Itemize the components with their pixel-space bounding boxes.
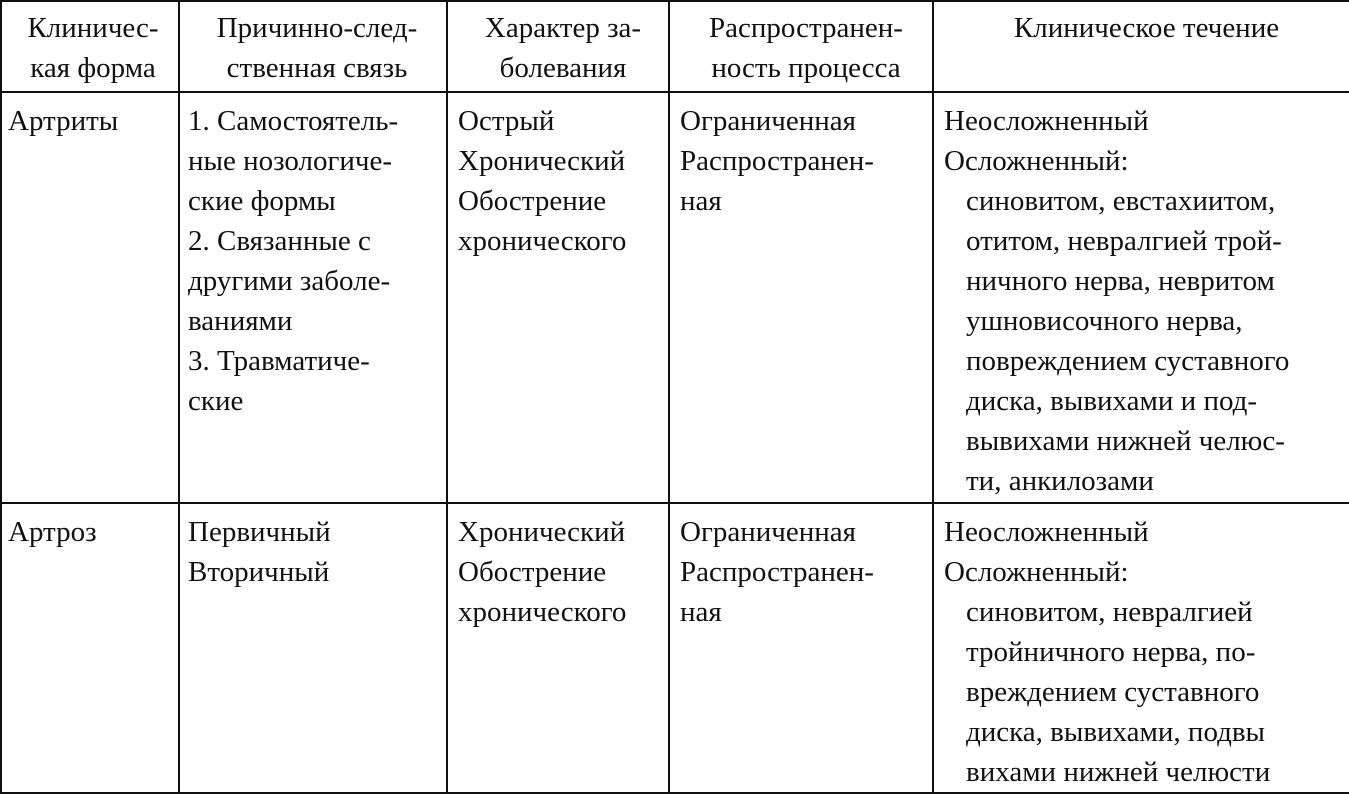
header-process-spread: [669, 1, 933, 92]
cause-line: ские формы: [188, 185, 336, 217]
course-line: Осложненный:: [944, 145, 1129, 177]
course-detail-line: синовитом, евстахиитом,: [966, 185, 1276, 217]
cause-line: Вторичный: [188, 556, 330, 588]
course-detail-line: отитом, невралгией трой-: [966, 225, 1282, 257]
header-line: Клиничес-: [27, 12, 159, 44]
header-line: болевания: [499, 52, 627, 84]
cell-process-spread: [669, 92, 933, 503]
cell-disease-character: [447, 503, 669, 793]
cause-line: 1. Самостоятель-: [188, 105, 399, 137]
spread-line: Ограниченная: [680, 105, 856, 137]
header-clinical-form: [1, 1, 179, 92]
header-line: ственная связь: [226, 52, 408, 84]
table-row-arthrosis: [1, 503, 1349, 793]
header-line: Клиническое течение: [1013, 12, 1280, 44]
spread-line: Распространен-: [680, 145, 874, 177]
cause-line: другими заболе-: [188, 265, 391, 297]
header-row: [1, 1, 1349, 92]
spread-line: Ограниченная: [680, 516, 856, 548]
cause-line: ные нозологиче-: [188, 145, 393, 177]
cause-line: ские: [188, 385, 244, 417]
character-line: Острый: [458, 105, 555, 137]
form-name: Артроз: [8, 516, 97, 548]
header-line: Распространен-: [709, 12, 903, 44]
character-line: Обострение: [458, 556, 607, 588]
course-detail-line: ти, анкилозами: [966, 465, 1154, 497]
form-name: Артриты: [8, 105, 119, 137]
cell-disease-character: [447, 92, 669, 503]
header-line: Характер за-: [484, 12, 642, 44]
course-detail-line: вихами нижней челюсти: [966, 756, 1271, 788]
spread-line: ная: [680, 596, 722, 628]
header-causal-relation: [179, 1, 447, 92]
course-detail-line: диска, вывихами, подвы: [966, 716, 1266, 748]
character-line: хронического: [458, 225, 627, 257]
course-detail-line: вреждением суставного: [966, 676, 1260, 708]
course-detail-line: повреждением суставного: [966, 345, 1290, 377]
header-line: Причинно-след-: [216, 12, 418, 44]
course-detail-line: ничного нерва, невритом: [966, 265, 1275, 297]
course-detail-line: синовитом, невралгией: [966, 596, 1253, 628]
course-detail-line: тройничного нерва, по-: [966, 636, 1256, 668]
cell-clinical-form: [1, 503, 179, 793]
course-line: Осложненный:: [944, 556, 1129, 588]
cause-line: Первичный: [188, 516, 331, 548]
course-detail-line: диска, вывихами и под-: [966, 385, 1258, 417]
cause-line: 3. Травматиче-: [188, 345, 370, 377]
character-line: Обострение: [458, 185, 607, 217]
cause-line: 2. Связанные с: [188, 225, 371, 257]
header-clinical-course: [933, 1, 1349, 92]
header-disease-character: [447, 1, 669, 92]
course-line: Неосложненный: [944, 105, 1149, 137]
course-line: Неосложненный: [944, 516, 1149, 548]
cell-clinical-form: [1, 92, 179, 503]
character-line: Хронический: [458, 516, 626, 548]
character-line: хронического: [458, 596, 627, 628]
cell-causal-relation: [179, 92, 447, 503]
course-detail-line: ушновисочного нерва,: [966, 305, 1243, 337]
cell-process-spread: [669, 503, 933, 793]
spread-line: Распространен-: [680, 556, 874, 588]
cell-clinical-course: [933, 92, 1349, 503]
course-detail-line: вывихами нижней челюс-: [966, 425, 1285, 457]
table-row-arthritis: [1, 92, 1349, 503]
header-line: ность процесса: [711, 52, 901, 84]
header-line: кая форма: [30, 52, 156, 84]
character-line: Хронический: [458, 145, 626, 177]
cell-clinical-course: [933, 503, 1349, 793]
cell-causal-relation: [179, 503, 447, 793]
spread-line: ная: [680, 185, 722, 217]
cause-line: ваниями: [188, 305, 293, 337]
